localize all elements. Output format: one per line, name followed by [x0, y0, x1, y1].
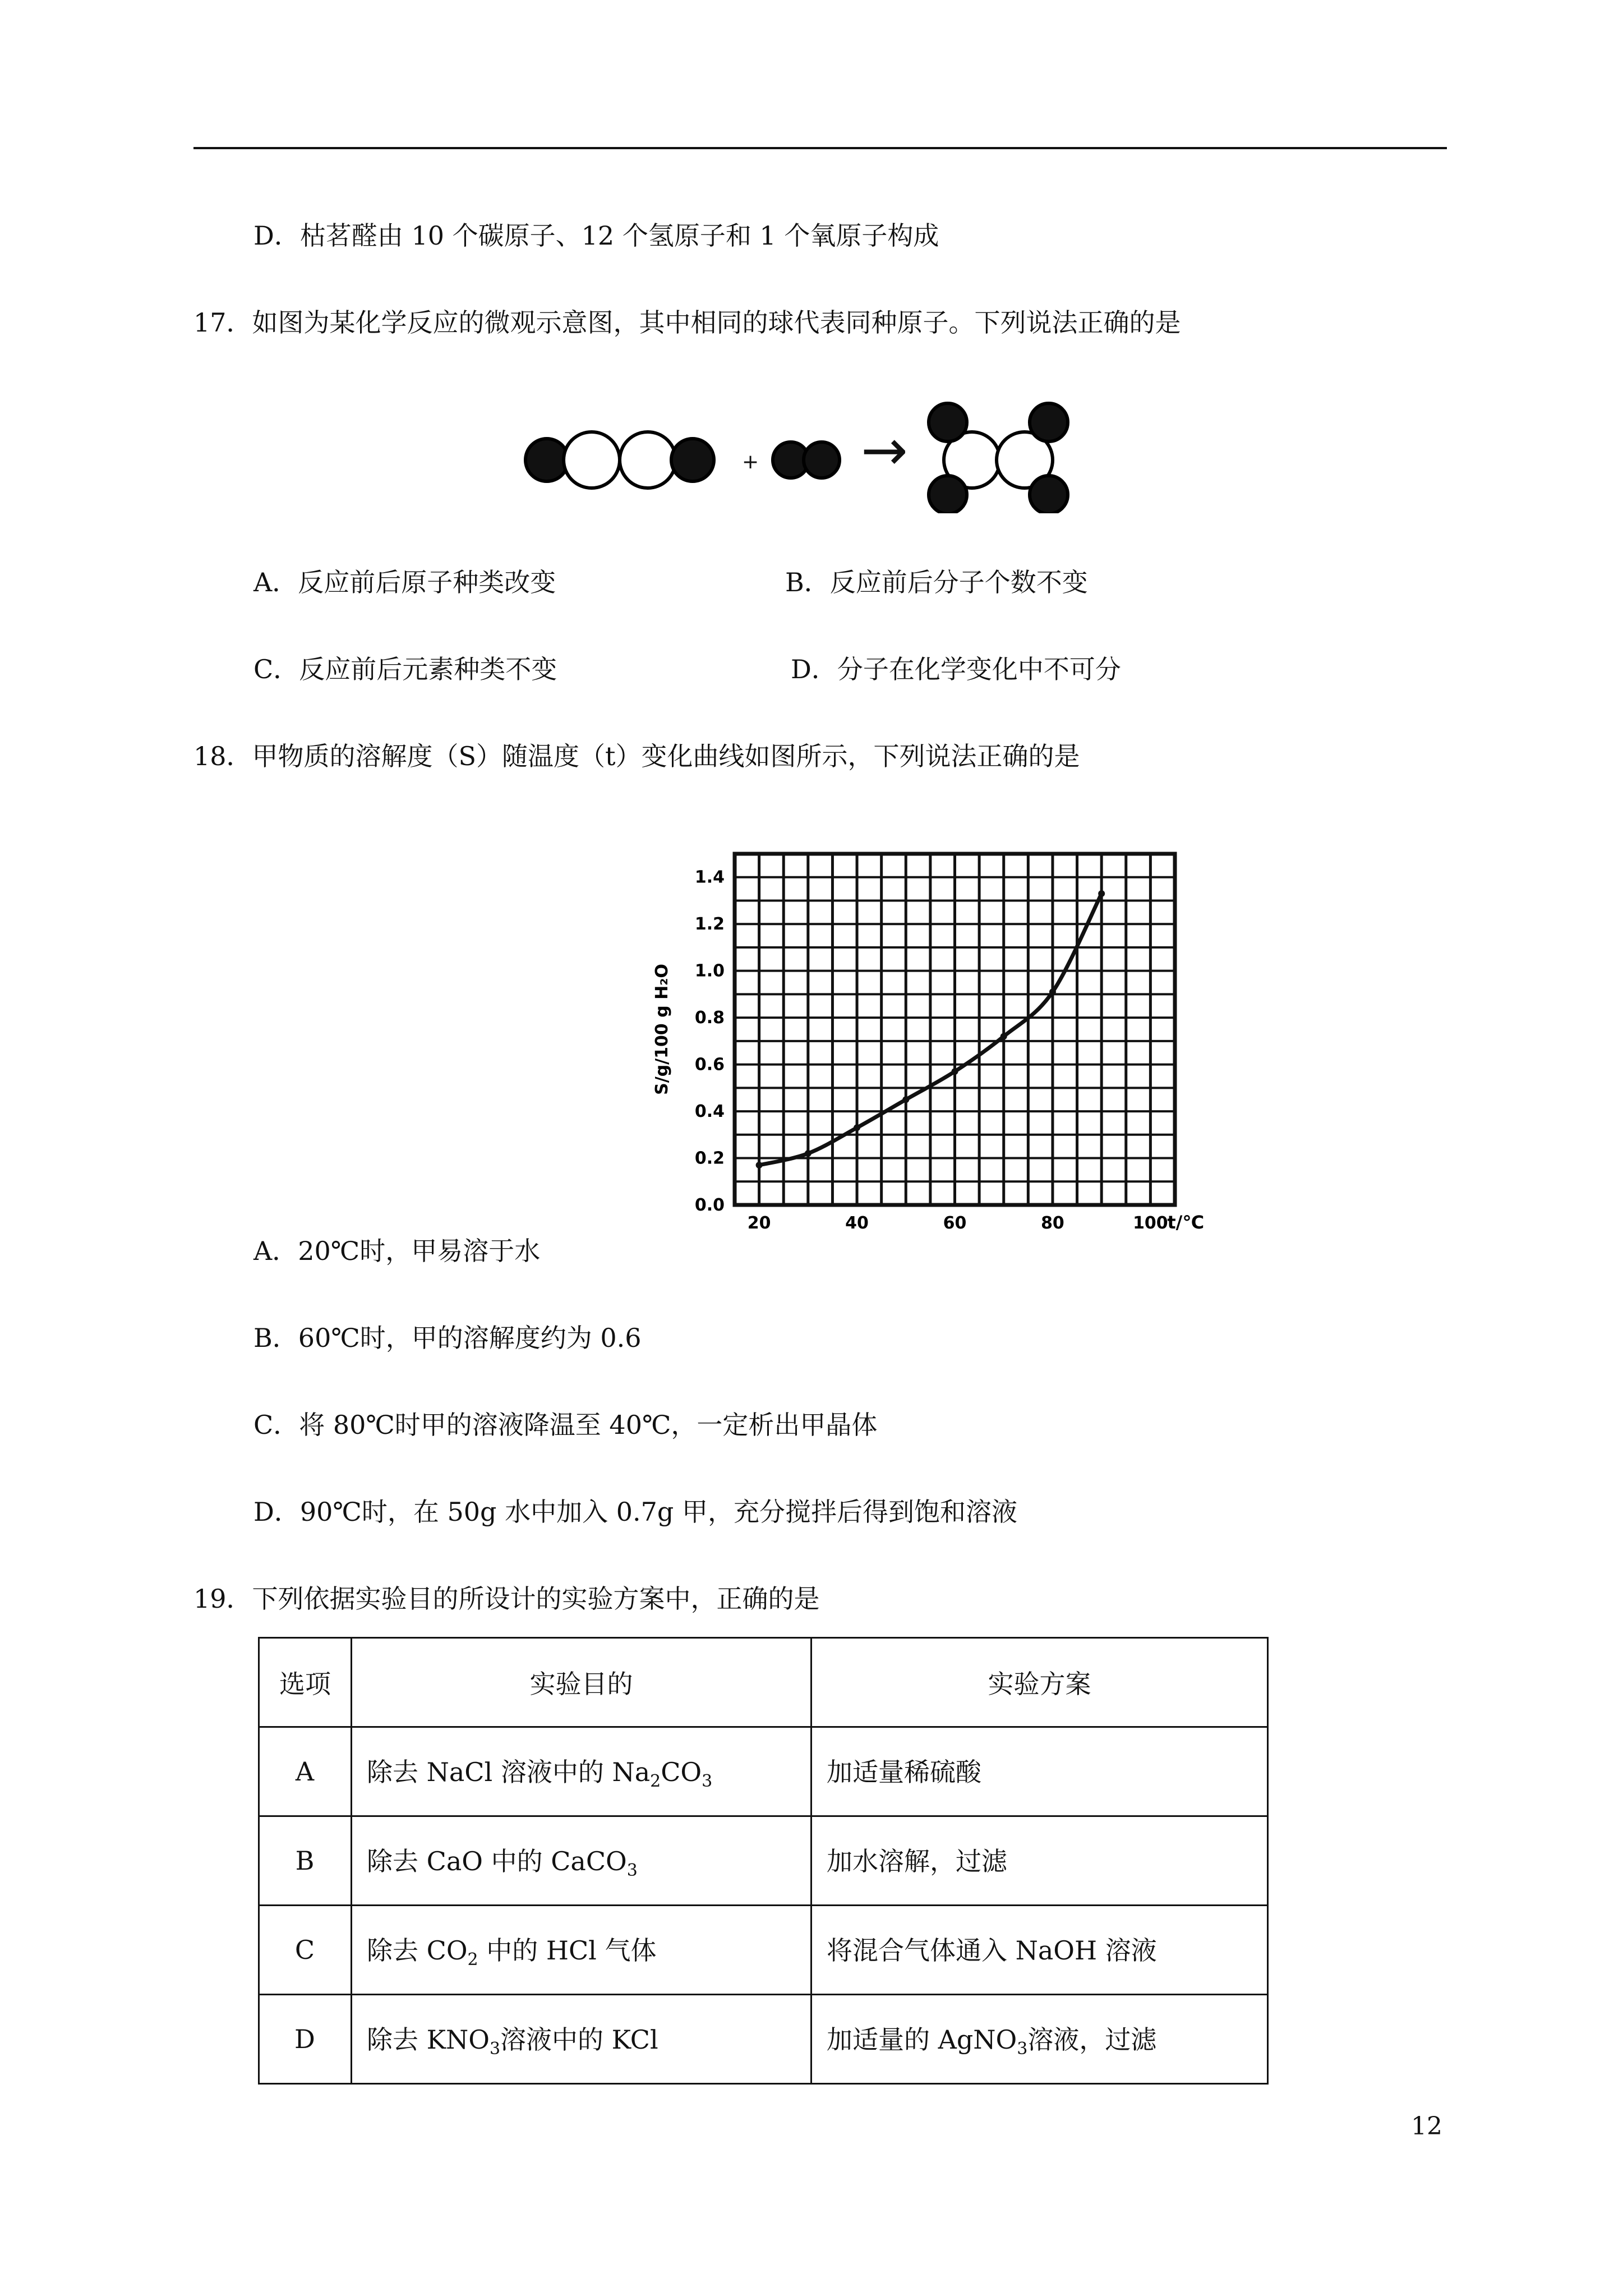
y-tick-label: 1.2	[694, 914, 725, 935]
y-tick-label: 0.6	[694, 1055, 725, 1075]
solubility-chart	[645, 836, 1217, 1251]
atom-dark	[929, 403, 967, 441]
plan-cell: 加适量稀硫酸	[811, 1727, 1268, 1816]
purpose-cell: 除去 CaO 中的 CaCO$_3$	[352, 1816, 811, 1906]
table-row	[259, 1906, 1268, 1995]
atom-dark	[1030, 476, 1068, 513]
y-tick-label: 0.0	[694, 1195, 725, 1215]
y-tick-label: 0.2	[694, 1148, 725, 1168]
table-header-row	[259, 1638, 1268, 1727]
q18-stem: 18．甲物质的溶解度（S）随温度（t）变化曲线如图所示，下列说法正确的是	[193, 741, 1080, 771]
plus-sign: +	[742, 450, 759, 473]
option-cell: B	[259, 1816, 352, 1906]
atom-light	[620, 432, 676, 488]
col-purpose-header: 实验目的	[352, 1638, 811, 1727]
atom-dark	[671, 439, 714, 481]
table-row	[259, 1727, 1268, 1816]
purpose-cell: 除去 NaCl 溶液中的 $Na_2CO_3$	[352, 1727, 811, 1816]
option-cell: A	[259, 1727, 352, 1816]
table-row	[259, 1816, 1268, 1906]
atom-dark	[525, 439, 568, 481]
x-axis-label: t/℃	[1167, 1212, 1205, 1233]
q17-option-b: B．反应前后分子个数不变	[785, 567, 1088, 597]
page-number: 12	[1411, 2112, 1442, 2141]
x-tick-label: 20	[747, 1213, 771, 1233]
q16-option-d: D．枯茗醛由 10 个碳原子、12 个氢原子和 1 个氧原子构成	[253, 220, 939, 251]
purpose-cell: 除去 $CO_2$ 中的 HCl 气体	[352, 1906, 811, 1995]
x-tick-label: 40	[845, 1213, 869, 1233]
q17-option-d: D．分子在化学变化中不可分	[791, 654, 1121, 684]
table-row	[259, 1995, 1268, 2084]
header-rule	[193, 147, 1447, 149]
q18-option-b: B．60℃时，甲的溶解度约为 0.6	[253, 1323, 642, 1353]
q17-option-c: C．反应前后元素种类不变	[253, 654, 557, 684]
option-cell: D	[259, 1995, 352, 2084]
q18-option-c: C．将 80℃时甲的溶液降温至 40℃，一定析出甲晶体	[253, 1410, 878, 1440]
y-tick-label: 1.0	[694, 961, 725, 981]
q17-stem: 17．如图为某化学反应的微观示意图，其中相同的球代表同种原子。下列说法正确的是	[193, 307, 1181, 338]
y-axis-label: S/g/100 g H₂O	[652, 964, 672, 1095]
y-tick-label: 1.4	[694, 867, 725, 887]
atom-dark	[929, 476, 967, 513]
reaction-arrow: →	[861, 417, 908, 483]
plan-cell: 加水溶解，过滤	[811, 1816, 1268, 1906]
q18-option-a: A．20℃时，甲易溶于水	[253, 1236, 541, 1266]
q18-option-d: D．90℃时，在 50g 水中加入 0.7g 甲，充分搅拌后得到饱和溶液	[253, 1497, 1017, 1527]
experiment-table	[258, 1637, 1269, 2085]
atom-dark	[1030, 403, 1068, 441]
atom-light	[564, 432, 620, 488]
q19-stem: 19．下列依据实验目的所设计的实验方案中，正确的是	[193, 1584, 820, 1614]
reaction-diagram	[516, 395, 1116, 513]
chart-grid	[735, 854, 1175, 1205]
x-tick-label: 100	[1133, 1213, 1168, 1233]
option-cell: C	[259, 1906, 352, 1995]
col-option-header: 选项	[259, 1638, 352, 1727]
col-plan-header: 实验方案	[811, 1638, 1268, 1727]
x-tick-label: 80	[1041, 1213, 1064, 1233]
y-tick-label: 0.4	[694, 1102, 725, 1122]
x-tick-label: 60	[943, 1213, 967, 1233]
q17-option-a: A．反应前后原子种类改变	[253, 567, 556, 597]
plan-cell: 将混合气体通入 NaOH 溶液	[811, 1906, 1268, 1995]
purpose-cell: 除去 $KNO_3$溶液中的 KCl	[352, 1995, 811, 2084]
y-tick-label: 0.8	[694, 1008, 725, 1028]
atom-dark	[804, 442, 840, 478]
plan-cell: 加适量的 AgNO$_3$溶液，过滤	[811, 1995, 1268, 2084]
